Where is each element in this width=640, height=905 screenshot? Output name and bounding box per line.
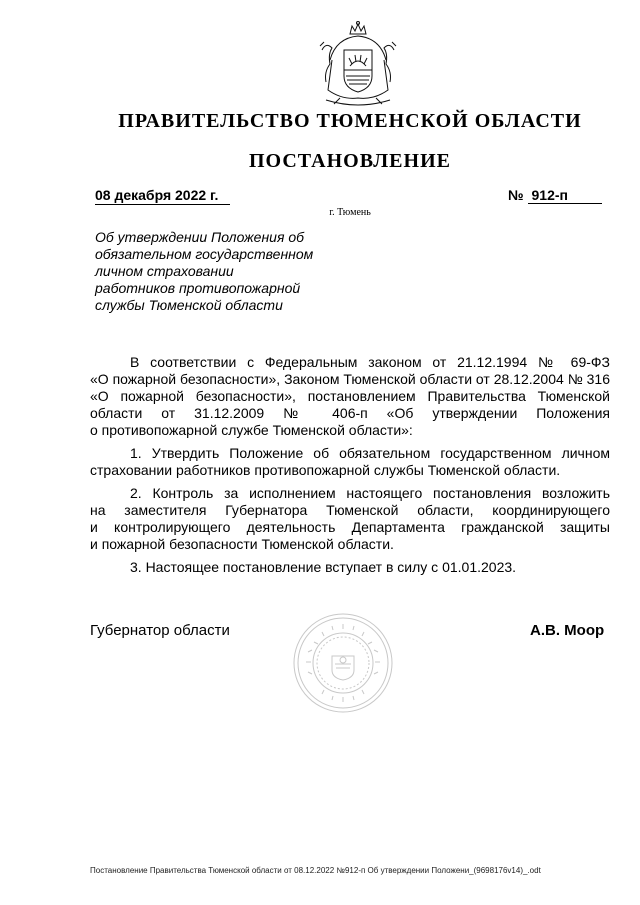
body-line: 3. Настоящее постановление вступает в силу с 01.01.2023. xyxy=(130,559,517,575)
body-line: и контролирующего деятельность Департамента гражданской защиты xyxy=(90,519,610,535)
organization-title: ПРАВИТЕЛЬСТВО ТЮМЕНСКОЙ ОБЛАСТИ xyxy=(118,110,582,132)
signatory-title: Губернатор области xyxy=(90,622,230,639)
number-sign: № xyxy=(508,187,524,203)
number-value: 912-п xyxy=(528,187,602,204)
body-line: «О пожарной безопасности», постановлением Правительства Тюменской xyxy=(90,388,610,404)
coat-of-arms-emblem xyxy=(316,20,400,110)
subject-line: службы Тюменской области xyxy=(95,297,283,313)
subject-line: Об утверждении Положения об xyxy=(95,229,304,245)
subject-line: обязательном государственном xyxy=(95,246,314,262)
document-footer: Постановление Правительства Тюменской области от 08.12.2022 №912-п Об утверждении Положени_(9698176v14)_.odt xyxy=(90,866,541,875)
body-line: страховании работников противопожарной службы Тюменской области. xyxy=(90,462,561,478)
body-line: о противопожарной службе Тюменской области»: xyxy=(90,422,413,438)
signatory-name: А.В. Моор xyxy=(530,622,605,639)
body-line: «О пожарной безопасности», Законом Тюменской области от 28.12.2004 № 316 xyxy=(90,371,610,387)
paragraph-item-3 xyxy=(90,559,610,576)
subject-line: личном страховании xyxy=(95,263,234,279)
official-seal xyxy=(292,612,394,714)
document-number xyxy=(508,187,606,204)
body-line: В соответствии с Федеральным законом от 21.12.1994 № 69-ФЗ xyxy=(130,354,610,370)
body-line: 1. Утвердить Положение об обязательном государственном личном xyxy=(130,445,610,461)
body-line: на заместителя Губернатора Тюменской области, координирующего xyxy=(90,502,610,518)
city-label: г. Тюмень xyxy=(329,207,371,218)
paragraph-preamble xyxy=(90,354,610,439)
document-date: 08 декабря 2022 г. xyxy=(95,187,230,205)
paragraph-item-2 xyxy=(90,485,610,553)
body-line: 2. Контроль за исполнением настоящего постановления возложить xyxy=(130,485,610,501)
document-body xyxy=(90,354,610,582)
subject-line: работников противопожарной xyxy=(95,280,301,296)
body-line: области от 31.12.2009 № 406-п «Об утверждении Положения xyxy=(90,405,610,421)
document-type: ПОСТАНОВЛЕНИЕ xyxy=(249,150,451,172)
document-subject xyxy=(95,229,335,314)
paragraph-item-1 xyxy=(90,445,610,479)
body-line: и пожарной безопасности Тюменской области. xyxy=(90,536,394,552)
